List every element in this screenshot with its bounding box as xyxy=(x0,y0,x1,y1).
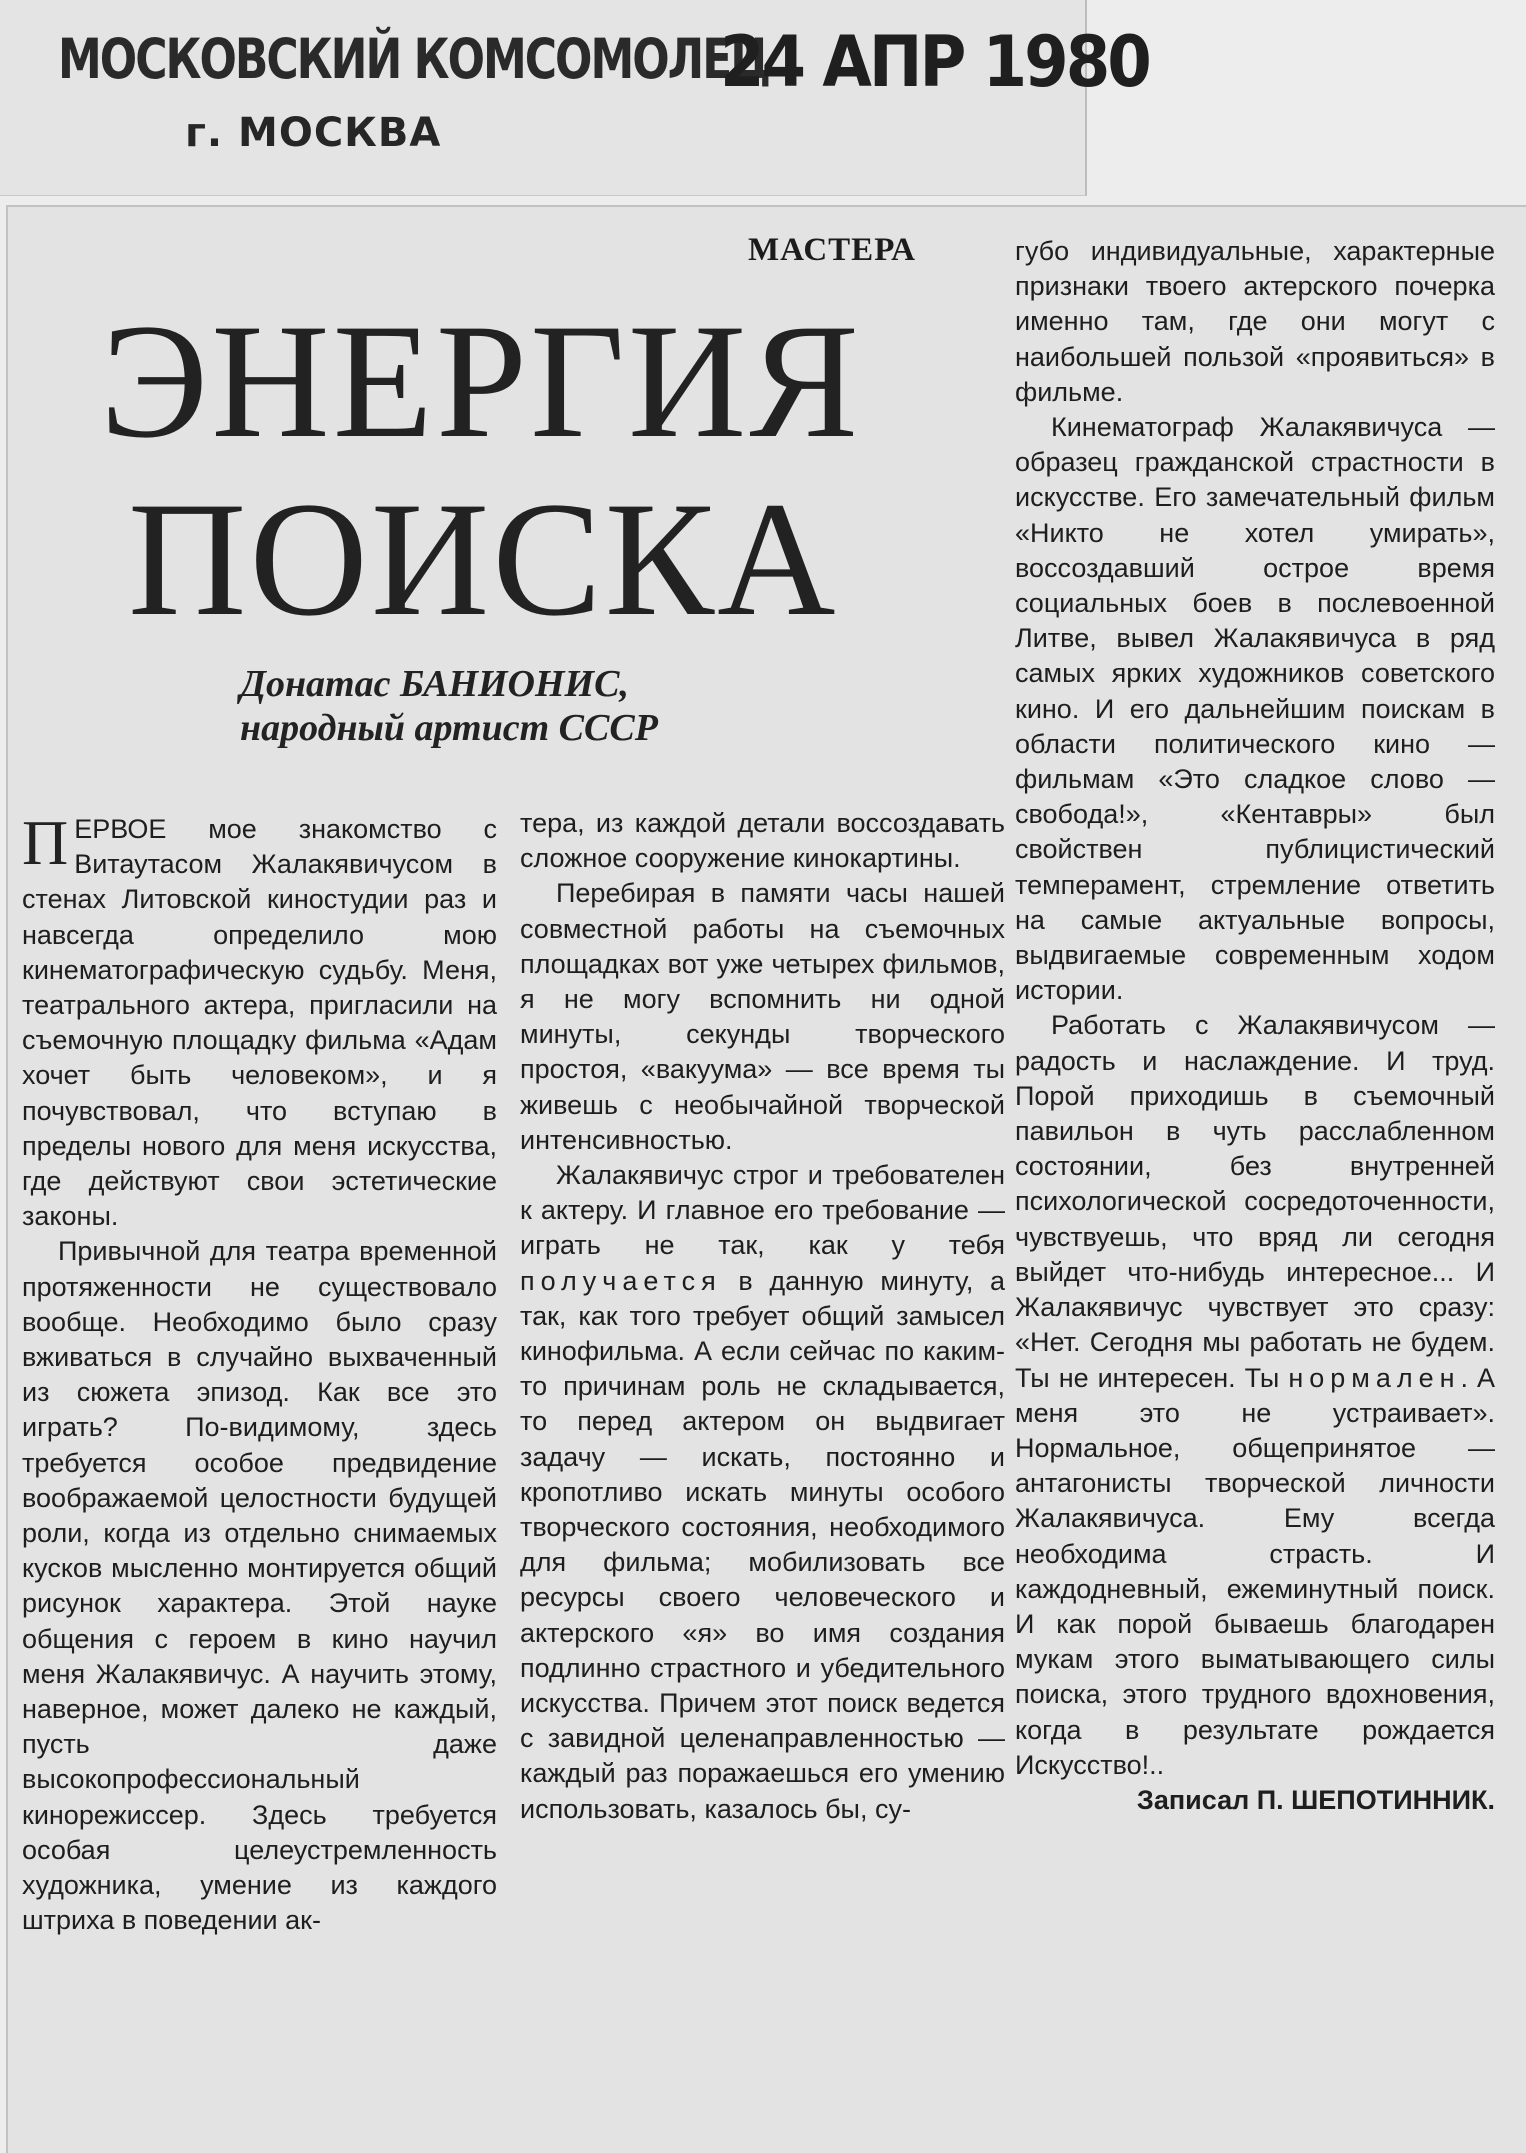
rubric: МАСТЕРА xyxy=(748,232,916,268)
author-title: народный артист СССР xyxy=(240,707,658,749)
paragraph: Перебирая в памяти часы нашей совместной работы на съемочных площадках вот уже четырех фильмов, я не могу вспомнить ни одной минуты, секунды творческого простоя, «вакуума» — все время ты живешь с необычайной творческой интенсивностью. xyxy=(520,878,1005,1155)
paragraph: губо индивидуальные, характерные признаки твоего актерского почерка именно там, где они могут с наибольшей пользой «проявиться» в фильме. xyxy=(1015,236,1495,407)
headline-line-1: ЭНЕРГИЯ xyxy=(100,291,862,472)
drop-cap: П xyxy=(22,807,69,878)
emphasized-word: нормален xyxy=(1288,1362,1461,1393)
byline xyxy=(240,662,658,750)
article-column-3 xyxy=(1015,234,1495,1818)
paragraph: тера, из каждой детали воссоздавать сложное сооружение кинокартины. xyxy=(520,808,1005,874)
paragraph: Привычной для театра временной протяженности не существовало вообще. Необходимо было сразу вживаться в случайно выхваченный из сюжета эпизод. Как все это играть? По-видимому, здесь требуется особое предвидение воображаемой целостности будущей роли, когда из отдельно снимаемых кусков мысленно монтируется общий рисунок характера. Этой науке общения с героем в кино научил меня Жалакявичус. А научить этому, наверное, может далеко не каждый, пусть даже высокопрофессиональный кинорежиссер. Здесь требуется особая целеустремленность художника, умение из каждого штриха в поведении ак- xyxy=(22,1236,497,1936)
paragraph: Работать с Жалакявичусом — радость и наслаждение. И труд. Порой приходишь в съемочный павильон в чуть расслабленном состоянии, без внутренней психологической сосредоточенности, чувствуешь, что вряд ли сегодня выйдет что-нибудь интересное... И Жалакявичус чувствует это сразу: «Нет. Сегодня мы работать не будем. Ты не интересен. Ты нормален. А меня это не устраивает». Нормальное, общепринятое — антагонисты творческой личности Жалакявичуса. Ему всегда необходима страсть. И каждодневный, ежеминутный поиск. И как порой бываешь благодарен мукам этого выматывающего силы поиска, этого трудного вдохновения, когда в результате рождается Искусство!.. xyxy=(1015,1010,1496,1780)
date-stamp: 24 АПР 1980 xyxy=(720,22,1149,104)
article-column-2 xyxy=(520,806,1005,1827)
city-stamp: г. МОСКВА xyxy=(185,110,442,156)
emphasized-word: получается xyxy=(520,1265,722,1296)
newspaper-name-stamp: МОСКОВСКИЙ КОМСОМОЛЕЦ xyxy=(58,28,770,92)
paragraph: ПЕРВОЕ мое знакомство с Витаутасом Жалакявичусом в стенах Литовской киностудии раз и навсегда определило мою кинематографическую судьбу. Меня, театрального актера, пригласили на съемочную площадку фильма «Адам хочет быть человеком», и я почувствовал, что вступаю в пределы нового для меня искусства, где действуют свои эстетические законы. xyxy=(22,807,497,1232)
article-column-1 xyxy=(22,807,497,1939)
signature: Записал П. ШЕПОТИННИК. xyxy=(1136,1784,1495,1815)
author-name: Донатас БАНИОНИС, xyxy=(240,663,629,705)
paragraph: Жалакявичус строг и требователен к актеру. И главное его требование — играть не так, как у тебя получается в данную минуту, а так, как того требует общий замысел кинофильма. А если сейчас по каким-то причинам роль не складывается, то перед актером он выдвигает задачу — искать, постоянно и кропотливо искать минуты особого творческого состояния, необходимого для фильма; мобилизовать все ресурсы своего человеческого и актерского «я» во имя создания подлинно страстного и убедительного искусства. Причем этот поиск ведется с завидной целенаправленностью — каждый раз поражаешься его умению использовать, казалось бы, су- xyxy=(520,1160,1005,1824)
paragraph: Кинематограф Жалакявичуса — образец гражданской страстности в искусстве. Его замечательный фильм «Никто не хотел умирать», воссоздавший острое время социальных боев в послевоенной Литве, вывел Жалакявичуса в ряд самых ярких художников советского кино. И его дальнейшим поискам в области политического кино — фильмам «Это сладкое слово — свобода!», «Кентавры» был свойствен публицистический темперамент, стремление ответить на самые актуальные вопросы, выдвигаемые современным ходом истории. xyxy=(1015,412,1495,1006)
headline-line-2: ПОИСКА xyxy=(128,469,839,650)
clipping-stamp xyxy=(0,0,1149,196)
